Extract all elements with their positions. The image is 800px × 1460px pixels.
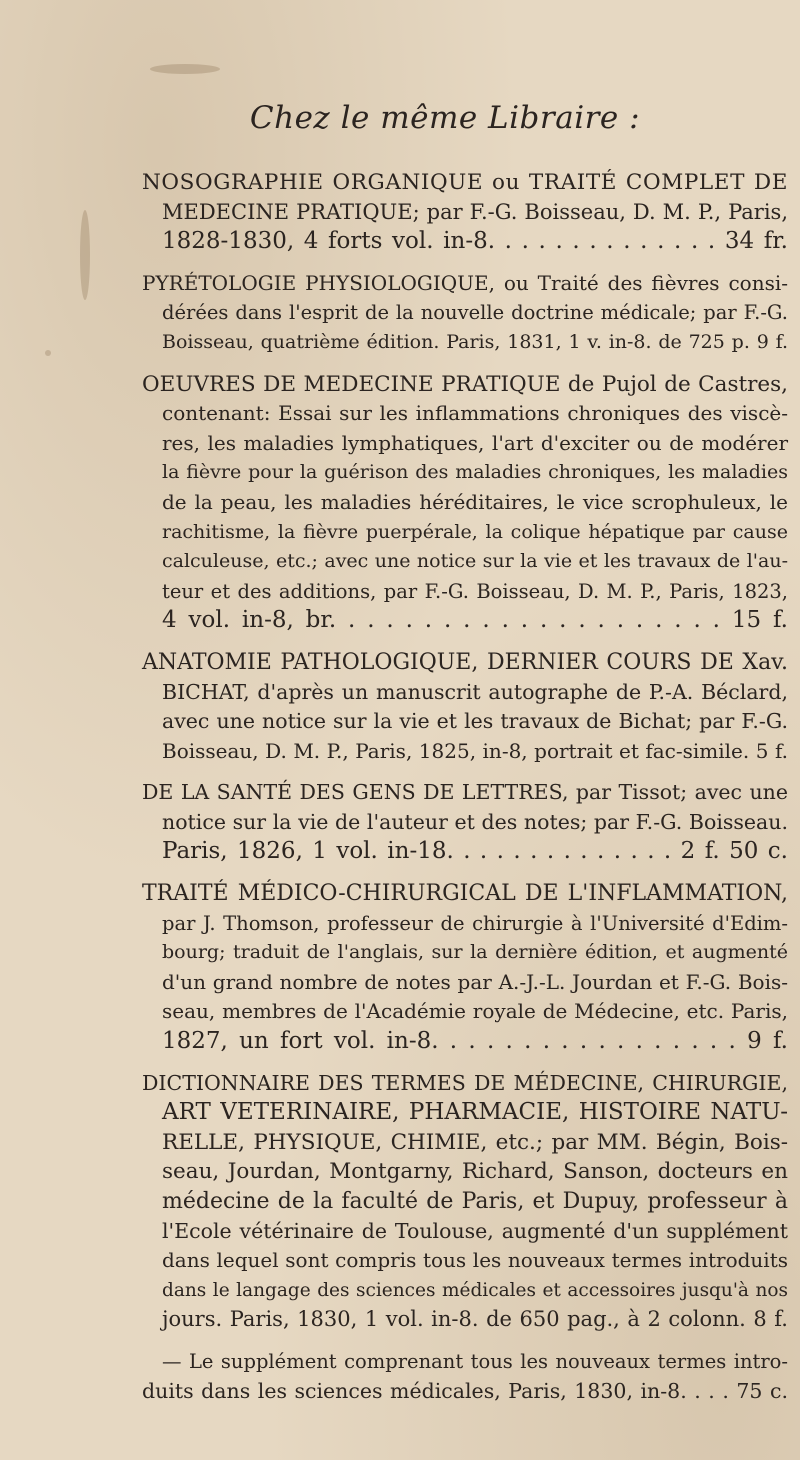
entry-line: duits dans les sciences médicales, Paris, 1830, in-8. . . . 75 c. <box>142 1378 788 1403</box>
entry-line: rachitisme, la fièvre puerpérale, la colique hépatique par cause <box>162 520 788 543</box>
book-entry-dictionnaire <box>142 1069 788 1335</box>
entry-line: DICTIONNAIRE DES TERMES DE MÉDECINE, CHIRURGIE, <box>142 1070 788 1095</box>
entry-line: la fièvre pour la guérison des maladies chroniques, les maladies <box>162 461 788 484</box>
book-entry-oeuvres <box>142 370 788 636</box>
entry-line: d'un grand nombre de notes par A.-J.-L. Jourdan et F.-G. Bois- <box>162 969 788 994</box>
entry-line: TRAITÉ MÉDICO-CHIRURGICAL DE L'INFLAMMATION, <box>142 881 788 907</box>
book-list <box>142 168 788 1418</box>
entry-line: l'Ecole vétérinaire de Toulouse, augmenté d'un supplément <box>162 1218 788 1243</box>
book-entry-traite <box>142 879 788 1057</box>
entry-line: 1827, un fort vol. in-8. . . . . . . . . . . . . . . . . 9 f. <box>162 1028 788 1055</box>
book-entry-pyretologie <box>142 269 788 358</box>
entry-line: par J. Thomson, professeur de chirurgie à l'Université d'Edim- <box>162 911 788 935</box>
book-entry-nosographie <box>142 168 788 257</box>
ink-stain <box>80 210 90 300</box>
entry-line: 4 vol. in-8, br. . . . . . . . . . . . . . . . . . . . . 15 f. <box>162 607 788 634</box>
entry-line: BICHAT, d'après un manuscrit autographe de P.-A. Béclard, <box>162 679 788 704</box>
entry-line: contenant: Essai sur les inflammations chroniques des viscè- <box>162 401 788 426</box>
entry-line: OEUVRES DE MEDECINE PRATIQUE de Pujol de Castres, <box>142 371 788 397</box>
entry-line: Boisseau, quatrième édition. Paris, 1831, 1 v. in-8. de 725 p. 9 f. <box>162 330 788 353</box>
entry-line: dans lequel sont compris tous les nouveaux termes introduits <box>162 1248 788 1273</box>
entry-line: calculeuse, etc.; avec une notice sur la vie et les travaux de l'au- <box>162 550 788 573</box>
page-header: Chez le même Libraire : <box>249 100 641 136</box>
book-entry-anatomie <box>142 648 788 766</box>
entry-line: PYRÉTOLOGIE PHYSIOLOGIQUE, ou Traité des fièvres consi- <box>142 270 788 295</box>
entry-line: dans le langage des sciences médicales et accessoires jusqu'à nos <box>162 1279 788 1301</box>
entry-line: teur et des additions, par F.-G. Boisseau, D. M. P., Paris, 1823, <box>162 579 788 603</box>
entry-line: avec une notice sur la vie et les travaux de Bichat; par F.-G. <box>162 709 788 734</box>
entry-line: de la peau, les maladies héréditaires, le vice scrophuleux, le <box>162 489 788 514</box>
entry-line: seau, membres de l'Académie royale de Médecine, etc. Paris, <box>162 999 788 1024</box>
entry-line: — Le supplément comprenant tous les nouveaux termes intro- <box>162 1349 788 1373</box>
entry-line: bourg; traduit de l'anglais, sur la dernière édition, et augmenté <box>162 941 788 964</box>
entry-line: seau, Jourdan, Montgarny, Richard, Sanson, docteurs en <box>162 1159 788 1185</box>
entry-line: 1828-1830, 4 forts vol. in-8. . . . . . . . . . . . . . 34 fr. <box>162 228 788 255</box>
entry-line: DE LA SANTÉ DES GENS DE LETTRES, par Tissot; avec une <box>142 780 788 805</box>
ink-stain <box>150 64 220 74</box>
ink-stain <box>45 350 51 356</box>
entry-line: jours. Paris, 1830, 1 vol. in-8. de 650 pag., à 2 colonn. 8 f. <box>162 1307 788 1332</box>
entry-line: notice sur la vie de l'auteur et des notes; par F.-G. Boisseau. <box>162 809 788 834</box>
entry-line: ART VETERINAIRE, PHARMACIE, HISTOIRE NATU- <box>162 1099 788 1126</box>
entry-line: MEDECINE PRATIQUE; par F.-G. Boisseau, D. M. P., Paris, <box>162 199 788 224</box>
entry-line: médecine de la faculté de Paris, et Dupuy, professeur à <box>162 1189 788 1214</box>
supplement-note <box>142 1347 788 1406</box>
entry-line: RELLE, PHYSIQUE, CHIMIE, etc.; par MM. Bégin, Bois- <box>162 1129 788 1155</box>
book-entry-sante <box>142 778 788 867</box>
entry-line: Paris, 1826, 1 vol. in-18. . . . . . . . . . . . . . 2 f. 50 c. <box>162 838 788 865</box>
entry-line: res, les maladies lymphatiques, l'art d'exciter ou de modérer <box>162 430 788 455</box>
entry-line: ANATOMIE PATHOLOGIQUE, DERNIER COURS DE Xav. <box>142 649 788 675</box>
entry-line: Boisseau, D. M. P., Paris, 1825, in-8, portrait et fac-simile. 5 f. <box>162 738 788 763</box>
entry-line: NOSOGRAPHIE ORGANIQUE ou TRAITÉ COMPLET DE <box>142 170 788 195</box>
entry-line: dérées dans l'esprit de la nouvelle doctrine médicale; par F.-G. <box>162 301 788 325</box>
